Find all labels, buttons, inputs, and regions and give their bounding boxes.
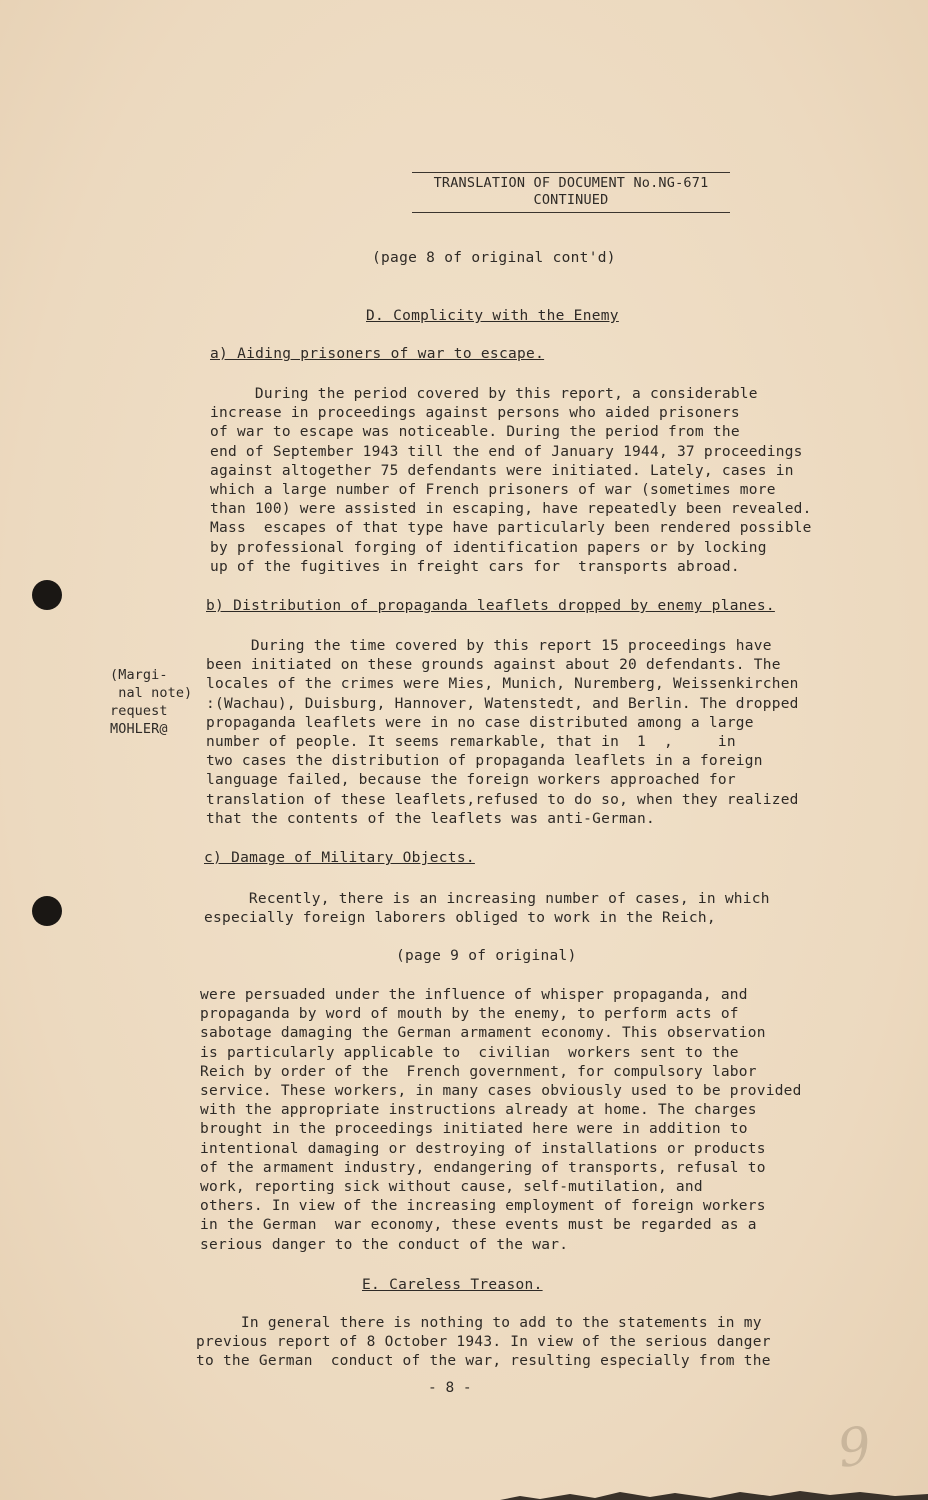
paragraph-e: In general there is nothing to add to the statements in my previous report of 8 October 1943. In view of the serious danger to the German conduct of the war, resulting especially from the xyxy=(196,1315,771,1370)
document-subtitle: CONTINUED xyxy=(533,192,609,208)
document-title: TRANSLATION OF DOCUMENT No.NG-671 xyxy=(433,175,709,191)
subsection-c-heading: c) Damage of Military Objects. xyxy=(204,850,475,866)
paragraph-b: During the time covered by this report 15 proceedings have been initiated on these grounds against about 20 defendants. The locales of the crimes were Mies, Munich, Nuremberg, Weissenkirchen :(Wachau), Duisburg, Hannover, Watenstedt, and Berlin. The dropped propaganda leaflets were in no case distributed among a large number of people. It seems remarkable, that in 1 , in two cases the distribution of propaganda leaflets in a foreign language failed, because the foreign workers approached for translation of these leaflets,refused to do so, when they realized that the contents of the leaflets was anti-German. xyxy=(206,638,799,827)
punch-hole-top xyxy=(32,580,62,610)
torn-bottom-edge xyxy=(500,1480,928,1500)
paragraph-c: Recently, there is an increasing number of cases, in which especially foreign laborers obliged to work in the Reich, xyxy=(204,891,770,927)
document-title-block xyxy=(412,172,730,213)
subsection-a-heading: a) Aiding prisoners of war to escape. xyxy=(210,346,545,362)
section-d-heading: D. Complicity with the Enemy xyxy=(366,308,619,324)
page-reference-mid: (page 9 of original) xyxy=(396,948,577,964)
marginal-note: (Margi- nal note) request MOHLER@ xyxy=(110,667,193,737)
paragraph-c-continued: were persuaded under the influence of whisper propaganda, and propaganda by word of mouth by the enemy, to perform acts of sabotage damaging the German armament economy. This observation is particularly applicable to civilian workers sent to the Reich by order of the French government, for compulsory labor service. These workers, in many cases obviously used to be provided with the appropriate instructions already at home. The charges brought in the proceedings initiated here were in addition to intentional damaging or destroying of installations or products of the armament industry, endangering of transports, refusal to work, reporting sick without cause, self-mutilation, and others. In view of the increasing employment of foreign workers in the German war economy, these events must be regarded as a serious danger to the conduct of the war. xyxy=(200,987,802,1253)
subsection-b-heading: b) Distribution of propaganda leaflets dropped by enemy planes. xyxy=(206,598,775,614)
pencil-annotation: 9 xyxy=(833,1415,876,1481)
page-number: - 8 - xyxy=(428,1380,472,1396)
paragraph-a: During the period covered by this report, a considerable increase in proceedings against persons who aided prisoners of war to escape was noticeable. During the period from the end of September 1943 till the end of January 1944, 37 proceedings against altogether 75 defendants were initiated. Lately, cases in which a large number of French prisoners of war (sometimes more than 100) were assisted in escaping, have repeatedly been revealed. Mass escapes of that type have particularly been rendered possible by professional forging of identification papers or by locking up of the fugitives in freight cars for transports abroad. xyxy=(210,386,812,575)
punch-hole-bottom xyxy=(32,896,62,926)
section-e-heading: E. Careless Treason. xyxy=(362,1277,543,1293)
page-reference-top: (page 8 of original cont'd) xyxy=(372,250,616,266)
